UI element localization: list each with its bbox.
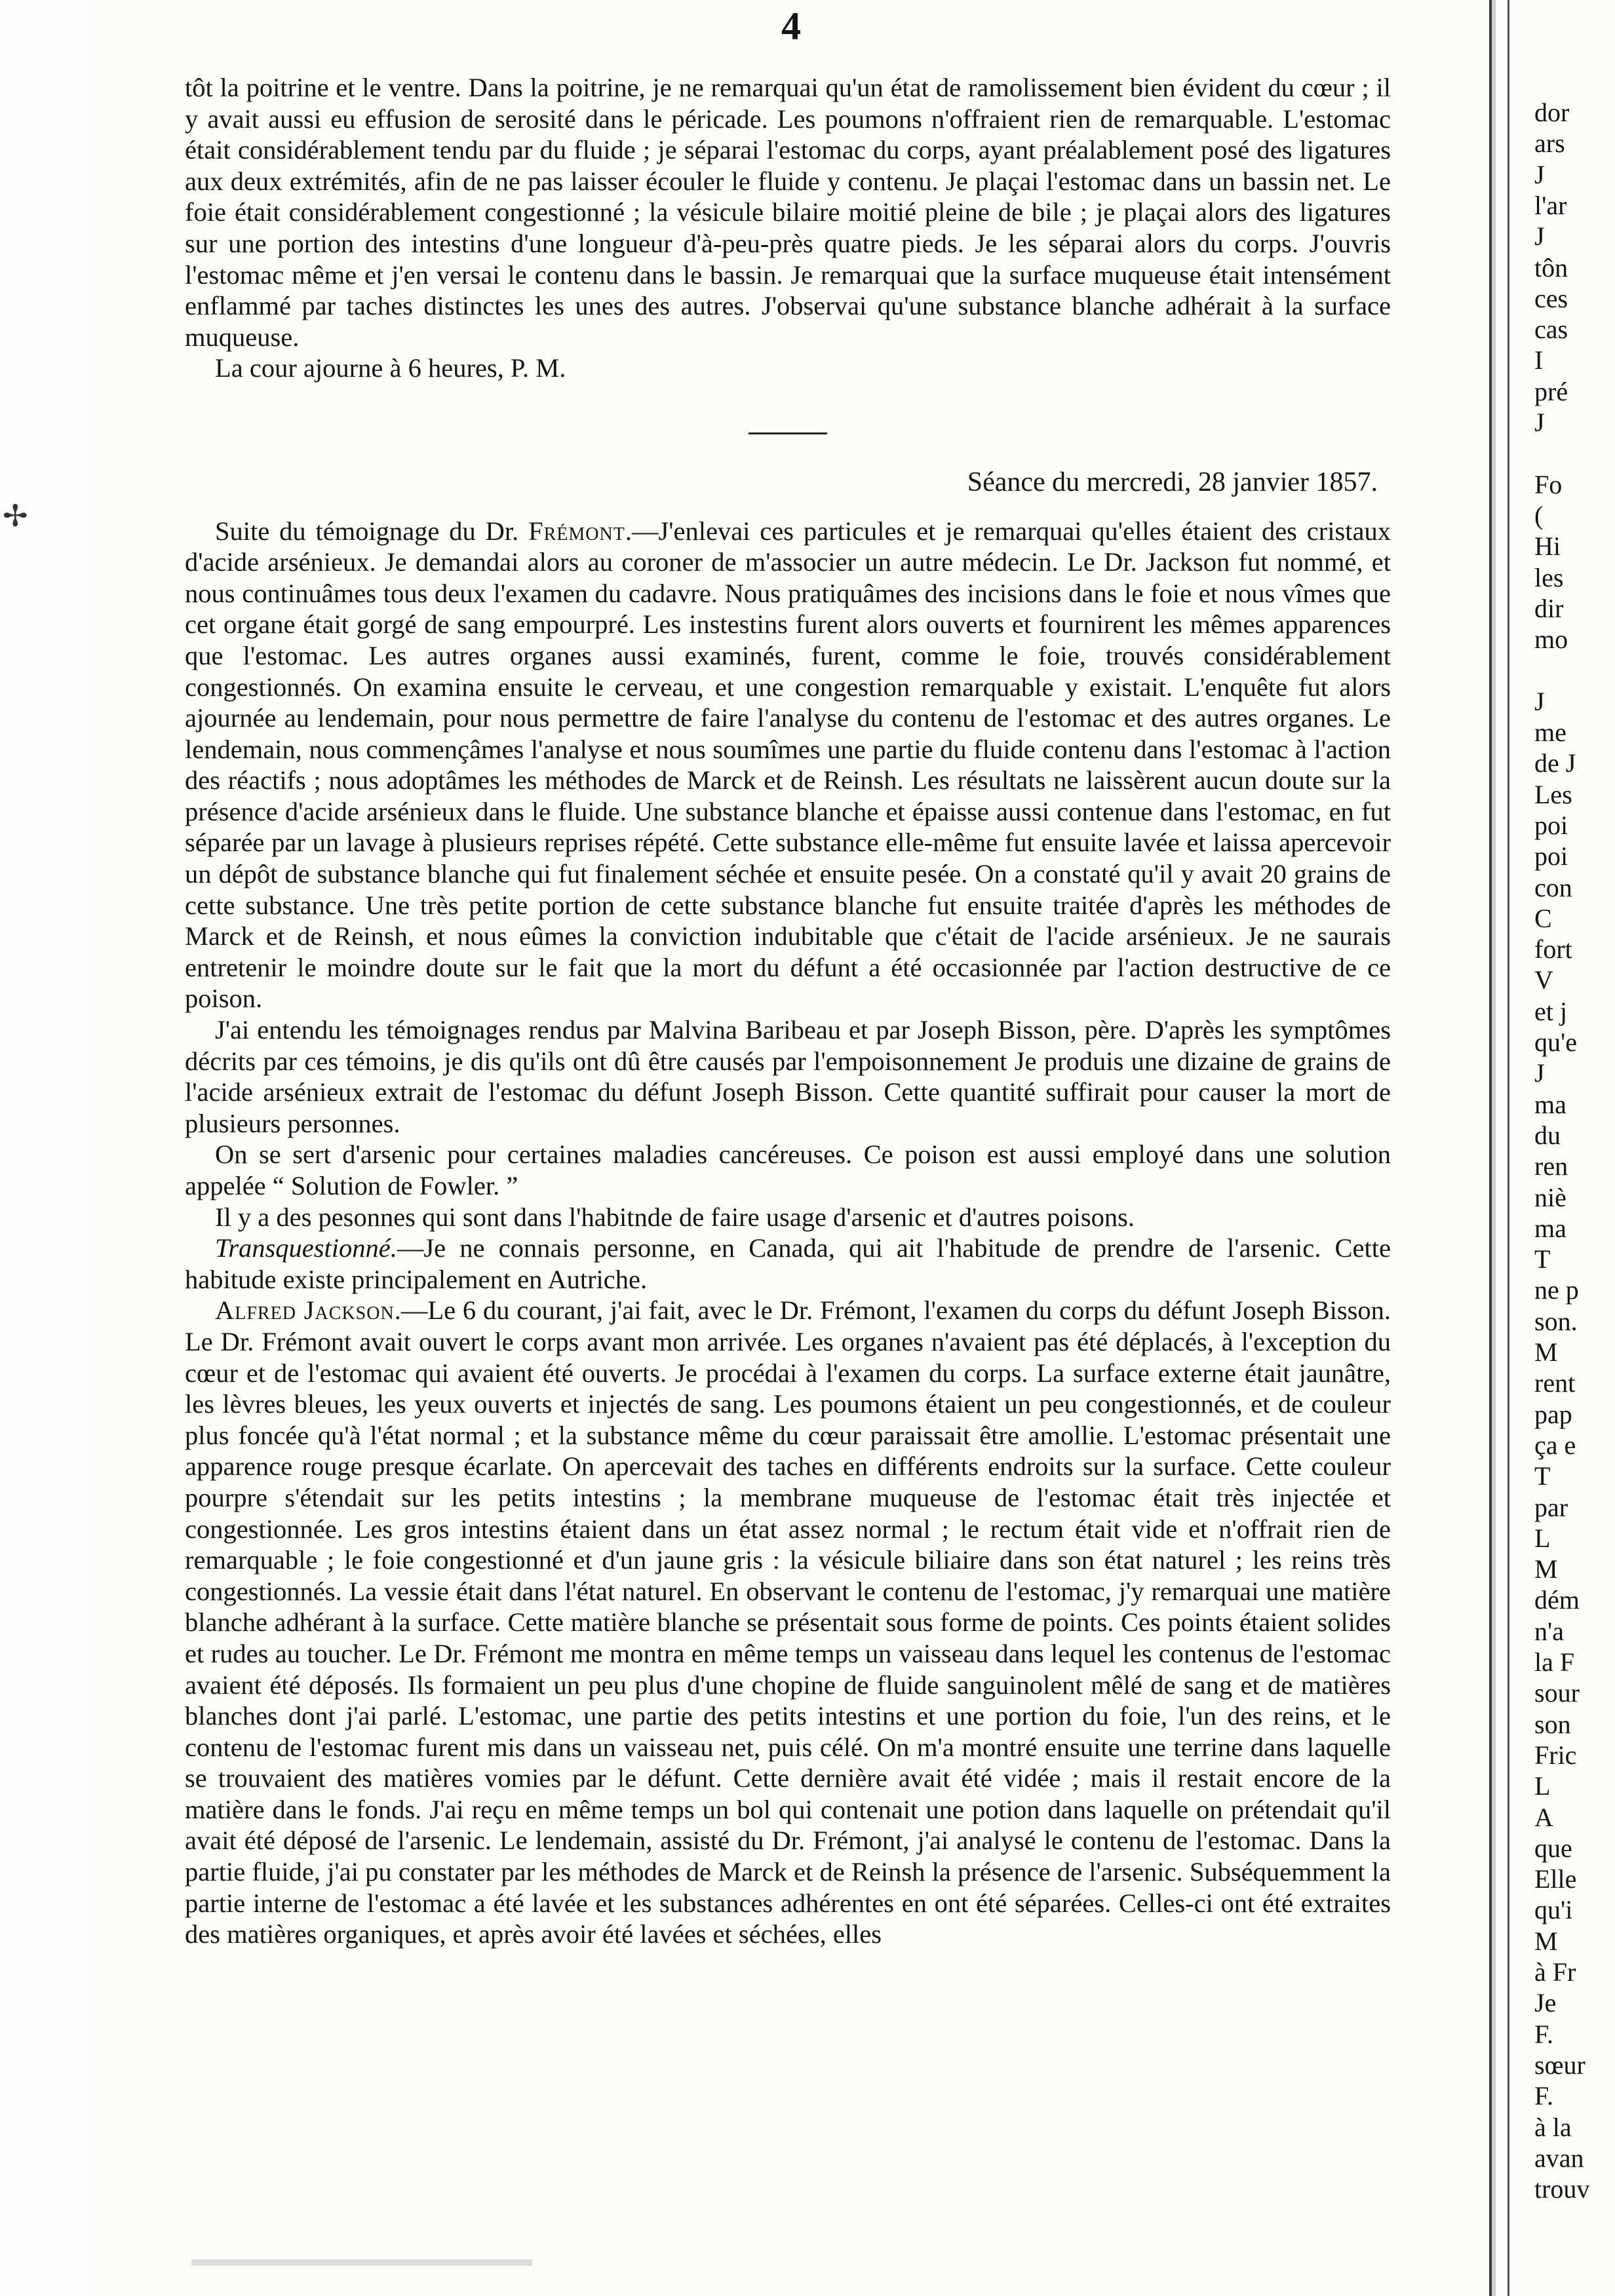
adjacent-page-line: T [1534, 1244, 1551, 1274]
fremont-text: .—J'enlevai ces particules et je remarquai qu'elles étaient des cristaux d'acide arsénieux. Je demandai alors au coroner de m'associer un autre médecin. Le Dr. Jackson fut nommé, et nous continuâmes tous deux l'examen du cadavre. Nous pratiquâmes des incisions dans le foie et nous vîmes que cet organe était gorgé de sang empourpré. Les instestins furent alors ouverts et fournirent les mêmes apparences que l'estomac. Les autres organes aussi examinés, furent, comme le foie, trouvés considérablement congestionnés. On examina ensuite le cerveau, et une congestion remarquable y existait. L'enquête fut alors ajournée au lendemain, pour nous permettre de faire l'analyse du contenu de l'estomac et des autres organes. Le lendemain, nous commençâmes l'analyse et nous soumîmes une partie du fluide contenu dans l'estomac à l'action des réactifs ; nous adoptâmes les méthodes de Marck et de Reinsh. Les résultats ne laissèrent aucun doute sur la présence d'acide arsénieux dans le fluide. Une substance blanche et épaisse aussi contenue dans l'estomac, en fut séparée par un lavage à plusieurs reprises répété. Cette substance elle-même fut ensuite lavée et laissa apercevoir un dépôt de substance blanche qui fut finalement séchée et ensuite pesée. On a constaté qu'il y avait 20 grains de cette substance. Une très petite portion de cette substance blanche fut ensuite traitée d'après les méthodes de Marck et de Reinsh, et nous eûmes la conviction indubitable que c'était de l'acide arsénieux. Je ne saurais entretenir le moindre doute sur le fait que la mort du défunt a été occasionnée par l'action destructive de ce poison. [185, 516, 1391, 1014]
adjacent-page-line: avan [1534, 2143, 1584, 2173]
cross-text: —Je ne connais personne, en Canada, qui ait l'habitude de prendre de l'arsenic. Cette habitude existe principalement en Autriche. [185, 1233, 1391, 1294]
adjacent-page-line: T [1534, 1461, 1551, 1491]
jackson-text: .—Le 6 du courant, j'ai fait, avec le Dr. Frémont, l'examen du corps du défunt Joseph Bisson. Le Dr. Frémont avait ouvert le corps avant mon arrivée. Les organes n'avaient pas été déplacés, à l'exception du cœur et de l'estomac qui avaient été ouverts. Je procédai à l'examen du corps. La surface externe était jaunâtre, les lèvres bleues, les yeux ouverts et injectés de sang. Les poumons étaient un peu congestionnés, et de couleur plus foncée qu'à l'état normal ; et la substance même du cœur paraissait être amollie. L'estomac présentait une apparence rouge presque écarlate. On apercevait des taches en différents endroits sur la surface. Cette couleur pourpre s'étendait sur les petits intestins ; la membrane muqueuse de l'estomac était très injectée et congestionnée. Les gros intestins étaient dans un état assez normal ; le rectum était vide et n'offrait rien de remarquable ; le foie congestionné et d'un jaune gris : la vésicule biliaire dans son état naturel ; les reins très congestionnés. La vessie était dans l'état naturel. En observant le contenu de l'estomac, j'y remarquai une matière blanche adhérant à la surface. Cette matière blanche se présentait sous forme de points. Ces points étaient solides et rudes au toucher. Le Dr. Frémont me montra en même temps un vaisseau dans lequel les contenus de l'estomac avaient été déposés. Ils formaient un peu plus d'une chopine de fluide sanguinolent mêlé de sang et de matières blanches dont j'ai parlé. L'estomac, une partie des petits intestins et une portion du foie, l'un des reins, et le contenu de l'estomac furent mis dans un vaisseau net, puis célé. On m'a montré ensuite une terrine dans laquelle se trouvaient des matières vomies par le défunt. Cette dernière avait été vidée ; mais il restait encore de la matière dans le fonds. J'ai reçu en même temps un bol qui contenait une potion dans laquelle on prétendait qu'il avait été déposé de l'arsenic. Le lendemain, assisté du Dr. Frémont, j'ai analysé le contenu de l'estomac. Dans la partie fluide, j'ai pu constater par les méthodes de Marck et de Reinsh la présence de l'arsenic. Subséquemment la partie interne de l'estomac a été lavée et les substances adhérentes en ont été séparées. Celles-ci ont été extraites des matières organiques, et après avoir été lavées et séchées, elles [185, 1295, 1391, 1949]
fremont-testimony [185, 516, 1391, 1015]
text-column [185, 72, 1391, 1950]
adjacent-page-line: que [1534, 1833, 1572, 1863]
adjacent-page-line: l'ar [1534, 190, 1567, 220]
adjacent-page-line: Fric [1534, 1740, 1577, 1770]
paragraph-symptoms: J'ai entendu les témoignages rendus par Malvina Baribeau et par Joseph Bisson, père. D'après les symptômes décrits par ces témoins, je dis qu'ils ont dû être causés par l'empoisonnement Je produis une dizaine de grains de l'acide arsénieux extrait de l'estomac du défunt Joseph Bisson. Cette quantité suffirait pour causer la mort de plusieurs personnes. [185, 1015, 1391, 1138]
witness-name-fremont: Frémont [528, 516, 625, 546]
adjacent-page-line: les [1534, 562, 1564, 592]
adjacent-page-line: Hi [1534, 531, 1561, 562]
adjacent-page-line: poi [1534, 810, 1568, 840]
adjacent-page-line: M [1534, 1554, 1558, 1584]
adjacent-page-fragment [1508, 0, 1615, 2296]
adjacent-page-line: M [1534, 1337, 1558, 1367]
adjacent-page-line: ces [1534, 283, 1568, 313]
adjacent-page-line: ma [1534, 1089, 1566, 1119]
adjacent-page-line: Je [1534, 1988, 1557, 2018]
adjournment-line: La cour ajourne à 6 heures, P. M. [215, 353, 566, 383]
adjacent-page-line: mo [1534, 624, 1568, 655]
adjacent-page-line: son. [1534, 1306, 1578, 1336]
adjacent-page-line: son [1534, 1709, 1571, 1739]
adjacent-page-line: et j [1534, 996, 1567, 1026]
adjacent-page-line: qu'i [1534, 1895, 1573, 1925]
paragraph-habit: Il y a des pesonnes qui sont dans l'habitnde de faire usage d'arsenic et d'autres poisons. [215, 1202, 1135, 1232]
adjacent-page-line: J [1534, 221, 1545, 252]
adjacent-page-line: dir [1534, 593, 1564, 623]
section-divider [749, 432, 827, 434]
adjacent-page-line: niè [1534, 1182, 1566, 1212]
adjacent-page-line: I [1534, 345, 1544, 375]
ink-mark-icon: ✢ [3, 499, 28, 533]
adjacent-page-line: A [1534, 1802, 1553, 1832]
adjacent-page-line: pap [1534, 1399, 1572, 1429]
adjacent-page-line: cas [1534, 315, 1568, 345]
scan-margin [0, 0, 79, 2296]
adjacent-page-line: F. [1534, 2019, 1554, 2049]
adjacent-page-line: ren [1534, 1151, 1568, 1181]
adjacent-page-line: par [1534, 1492, 1568, 1522]
adjacent-page-line: J [1534, 686, 1545, 716]
adjacent-page-line: C [1534, 903, 1552, 933]
adjacent-page-line: F. [1534, 2081, 1554, 2111]
adjacent-page-line: n'a [1534, 1616, 1564, 1646]
adjacent-page-line: sour [1534, 1678, 1580, 1708]
page-number: 4 [781, 5, 801, 48]
adjacent-page-line: ça e [1534, 1430, 1576, 1460]
scan-smudge [191, 2259, 532, 2266]
paragraph-arsenic-use: On se sert d'arsenic pour certaines maladies cancéreuses. Ce poison est aussi employé dans une solution appelée “ Solution de Fowler. ” [185, 1139, 1391, 1200]
adjacent-page-line: de J [1534, 748, 1576, 778]
adjacent-page-line: J [1534, 408, 1545, 437]
adjacent-page-line: ( [1534, 500, 1544, 530]
paragraph-top: tôt la poitrine et le ventre. Dans la poitrine, je ne remarquai qu'un état de ramolissement bien évident du cœur ; il y avait aussi eu effusion de serosité dans le péricade. Les poumons n'offraient rien de remarquable. L'estomac était considérablement tendu par du fluide ; je séparai l'estomac du corps, ayant préalablement posé des ligatures aux deux extrémités, afin de ne pas laisser écouler le fluide y contenu. Je plaçai l'estomac dans un bassin net. Le foie était considérablement congestionné ; la vésicule bilaire moitié pleine de bile ; je plaçai alors des ligatures sur une portion des intestins d'une longueur d'à-peu-près quatre pieds. Je les séparai alors du corps. J'ouvris l'estomac même et j'en versai le contenu dans le bassin. Je remarquai que la surface muqueuse était intensément enflammé par taches distinctes les unes des autres. J'observai qu'une substance blanche adhérait à la surface muqueuse. [185, 73, 1391, 352]
adjacent-page-line: dém [1534, 1585, 1580, 1615]
adjacent-page-line: V [1534, 965, 1553, 995]
cross-label: Transquestionné. [215, 1233, 397, 1263]
session-heading: Séance du mercredi, 28 janvier 1857. [967, 467, 1378, 497]
adjacent-page-line: à Fr [1534, 1957, 1576, 1987]
adjacent-page-line: pré [1534, 376, 1568, 406]
adjacent-page-line: M [1534, 1926, 1558, 1956]
jackson-testimony [185, 1295, 1391, 1949]
adjacent-page-line: trouv [1534, 2174, 1590, 2204]
adjacent-page-line: me [1534, 718, 1566, 747]
adjacent-page-line: L [1534, 1523, 1551, 1553]
adjacent-page-line: L [1534, 1771, 1551, 1801]
adjacent-page-line: du [1534, 1120, 1561, 1150]
adjacent-page-line: J [1534, 159, 1545, 189]
adjacent-page-line: con [1534, 872, 1572, 902]
adjacent-page-line: qu'e [1534, 1027, 1577, 1057]
fremont-intro: Suite du témoignage du Dr. [215, 516, 519, 546]
adjacent-page-line: Elle [1534, 1864, 1577, 1894]
adjacent-page-line: tôn [1534, 252, 1568, 282]
adjacent-page-line: fort [1534, 934, 1572, 965]
witness-name-jackson: Alfred Jackson [215, 1295, 395, 1326]
adjacent-page-line: J [1534, 1058, 1545, 1088]
adjacent-page-line: dor [1534, 98, 1570, 127]
adjacent-page-line: sœur [1534, 2050, 1586, 2080]
adjacent-page-line: à la [1534, 2112, 1572, 2142]
adjacent-page-line: ma [1534, 1213, 1566, 1243]
adjacent-page-line: ne p [1534, 1275, 1579, 1305]
adjacent-page-line: Fo [1534, 469, 1563, 499]
adjacent-page-line: poi [1534, 841, 1568, 871]
adjacent-page-line: ars [1534, 128, 1565, 159]
cross-examination [185, 1233, 1391, 1295]
adjacent-page-line: la F [1534, 1647, 1575, 1677]
adjacent-page-line: Les [1534, 779, 1572, 809]
main-page [93, 0, 1492, 2296]
adjacent-page-line: rent [1534, 1368, 1576, 1398]
